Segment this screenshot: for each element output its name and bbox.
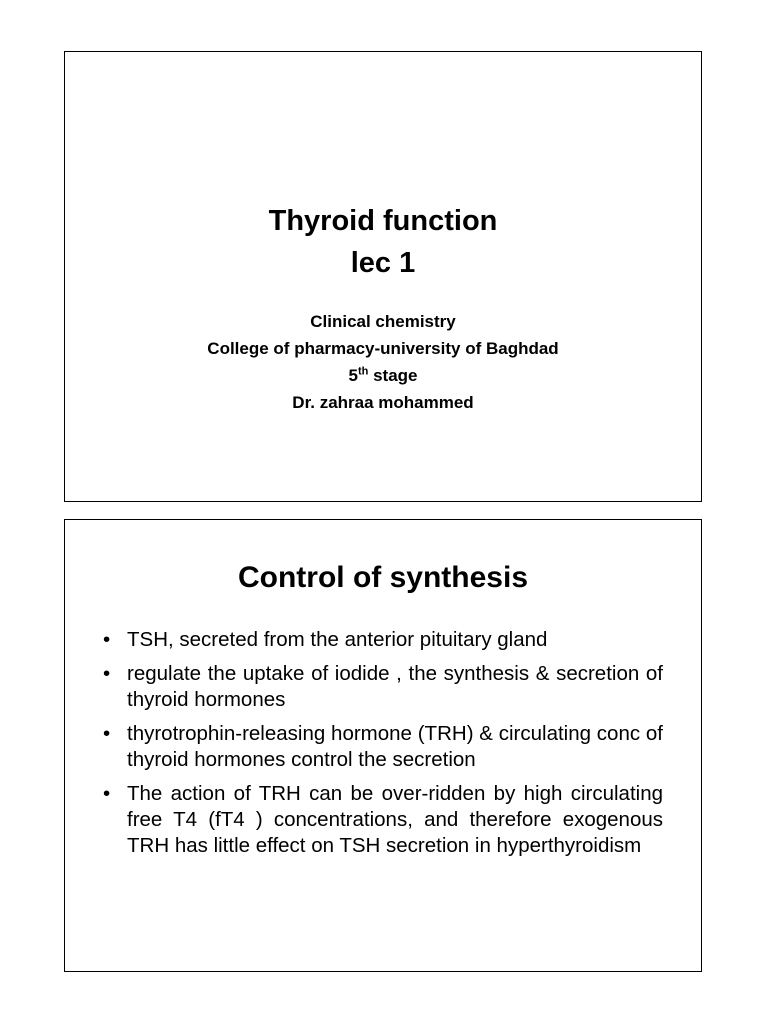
title-slide: [64, 51, 702, 502]
bullet-text: thyrotrophin-releasing hormone (TRH) & circulating conc of thyroid hormones control the secretion: [127, 722, 663, 771]
bullet-item: [103, 781, 663, 859]
stage-word: stage: [368, 366, 418, 385]
stage-ordinal-suffix: th: [357, 365, 369, 378]
content-slide: [64, 519, 702, 972]
slide-title: Control of synthesis: [237, 561, 529, 594]
bullet-item: [103, 721, 663, 773]
bullet-item: [103, 661, 663, 713]
stage-number: 5: [348, 366, 358, 385]
author-name: Dr. zahraa mohammed: [292, 393, 474, 412]
course-name: Clinical chemistry: [310, 312, 456, 331]
bullet-text: The action of TRH can be over-ridden by high circulating free T4 (fT4 ) concentrations, and therefore exogenous TRH has little effect on TSH secretion in hyperthyroidism: [127, 782, 663, 857]
bullet-list: [103, 627, 663, 867]
bullet-text: TSH, secreted from the anterior pituitary gland: [127, 628, 548, 651]
lecture-title-line2: lec 1: [350, 247, 416, 279]
bullet-icon: •: [103, 662, 111, 685]
college-name: College of pharmacy-university of Baghdad: [207, 339, 559, 358]
lecture-meta: [65, 308, 701, 416]
bullet-icon: •: [103, 722, 111, 745]
stage-label: [65, 362, 701, 389]
bullet-icon: •: [103, 628, 111, 651]
bullet-icon: •: [103, 782, 111, 805]
lecture-title-line1: Thyroid function: [268, 205, 498, 237]
bullet-text: regulate the uptake of iodide , the synthesis & secretion of thyroid hormones: [127, 662, 663, 711]
bullet-item: [103, 627, 663, 653]
lecture-title: [65, 200, 701, 284]
